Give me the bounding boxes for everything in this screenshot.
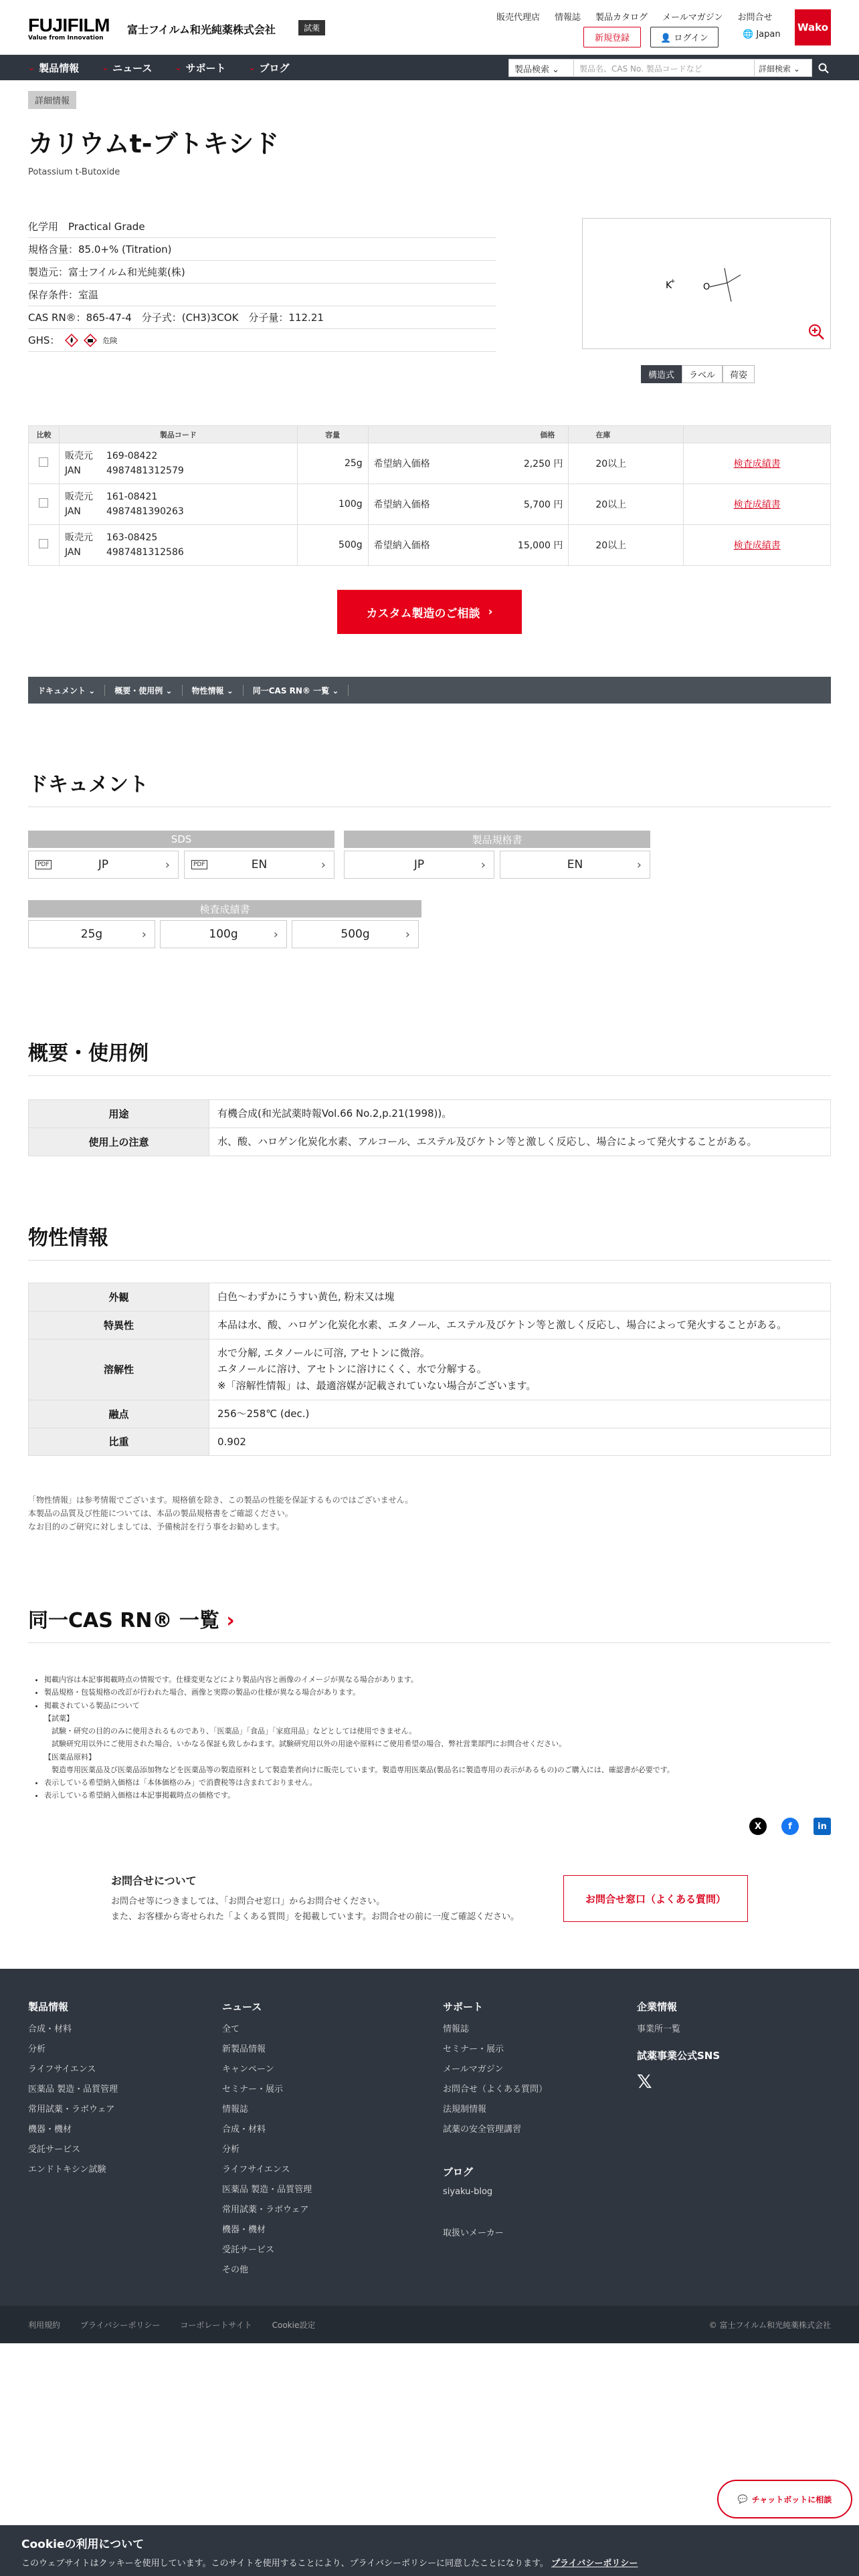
footer-heading[interactable]: ニュース — [222, 2001, 262, 2013]
notes-list — [39, 1673, 808, 1802]
company-badge: 試薬 — [298, 20, 325, 35]
footer-link[interactable]: エンドトキシン試験 — [28, 2165, 106, 2175]
pdf-icon: PDF — [191, 860, 207, 869]
footer-link[interactable]: 受託サービス — [222, 2245, 275, 2255]
th-compare: 比較 — [29, 426, 60, 443]
price-label: 希望納入価格 — [373, 459, 430, 469]
chevron-down-icon: ⌄ — [175, 63, 182, 72]
search-bar — [508, 59, 835, 77]
chatbot-button[interactable] — [717, 2480, 852, 2518]
register-button[interactable]: 新規登録 — [583, 27, 641, 47]
jan-code: 4987481390263 — [106, 506, 184, 517]
cta-label: カスタム製造のご相談 — [366, 607, 480, 621]
list-item: • 表示している希望納入価格は「本体価格のみ」で消費税等は含まれておりません。 — [44, 1776, 808, 1789]
x-share-icon[interactable]: X — [749, 1818, 767, 1835]
image-tabs — [641, 365, 755, 383]
link-distributors[interactable]: 販売代理店 — [496, 13, 541, 23]
sds-jp-label: JP — [98, 858, 109, 871]
price: 2,250 円 — [523, 459, 563, 469]
product-table — [28, 425, 831, 566]
samecas-heading[interactable] — [28, 1604, 235, 1633]
coa-500g-button[interactable] — [292, 920, 419, 948]
anchor-nav — [28, 677, 831, 704]
fujifilm-logo[interactable] — [28, 15, 110, 41]
coa-link[interactable]: 検査成績書 — [733, 500, 781, 510]
compare-checkbox[interactable] — [39, 539, 48, 548]
th-stock: 在庫 — [569, 426, 684, 443]
table-row — [29, 443, 831, 484]
jan-label: JAN — [64, 506, 81, 517]
divider — [28, 1642, 831, 1643]
nav-blog-label: ブログ — [259, 62, 290, 74]
jan-label: JAN — [64, 547, 81, 558]
chevron-right-icon: › — [226, 1609, 235, 1632]
spec-en-button[interactable] — [500, 851, 650, 879]
privacy-policy-link[interactable]: プライバシーポリシー — [551, 2559, 638, 2569]
structure-k-label: K — [666, 280, 672, 291]
footer-link[interactable]: 常用試薬・ラボウェア — [222, 2205, 309, 2215]
divider — [28, 1075, 831, 1076]
chevron-right-icon: › — [320, 857, 326, 872]
footer-link[interactable]: メールマガジン — [443, 2064, 504, 2074]
sds-en-label: EN — [251, 858, 268, 871]
chevron-down-icon: ⌄ — [28, 63, 35, 72]
nav-products-label: 製品情報 — [39, 62, 80, 74]
zoom-button[interactable] — [807, 323, 825, 343]
sds-jp-button[interactable] — [28, 851, 179, 879]
spec-manufacturer: 製造元：富士フイルム和光純薬(株) — [28, 261, 496, 284]
search-type-label: 製品検索 — [514, 65, 550, 75]
jan-code: 4987481312579 — [106, 465, 184, 476]
price-label: 希望納入価格 — [373, 500, 430, 510]
compare-checkbox[interactable] — [39, 498, 48, 508]
jan-label: JAN — [64, 465, 81, 476]
th-link — [684, 426, 831, 443]
summary-key: 使用上の注意 — [29, 1128, 209, 1156]
divider — [28, 1260, 831, 1261]
documents-heading: ドキュメント — [28, 773, 149, 796]
coa-link[interactable]: 検査成績書 — [733, 459, 781, 469]
tab-package[interactable]: 荷姿 — [723, 365, 755, 383]
chevron-right-icon: › — [405, 927, 410, 942]
footer-link[interactable]: 事業所一覧 — [637, 2024, 681, 2034]
link-contact[interactable]: お問合せ — [737, 13, 773, 23]
chevron-right-icon: › — [636, 857, 642, 872]
cookie-text: このウェブサイトはクッキーを使用しています。このサイトを使用することにより、プライバシーポリシーに同意したことになります。 — [21, 2559, 549, 2569]
coa-link[interactable]: 検査成績書 — [733, 540, 781, 551]
footer-link[interactable]: 取扱いメーカー — [443, 2228, 504, 2238]
footer-link[interactable]: キャンペーン — [222, 2064, 274, 2074]
summary-value: 水、酸、ハロゲン化炭化水素、アルコール、エステル及びケトン等と激しく反応し、場合によって発火することがある。 — [209, 1128, 831, 1156]
ghs-corrosion-icon — [84, 334, 97, 347]
nav-blog[interactable] — [248, 61, 289, 75]
maker-label: 販売元 — [64, 450, 93, 461]
link-magazine[interactable]: 情報誌 — [555, 13, 581, 23]
summary-value: 有機合成(和光試薬時報Vol.66 No.2,p.21(1998))。 — [209, 1100, 831, 1128]
footer-link[interactable]: 分析 — [28, 2044, 46, 2054]
chatbot-label: チャットボットに相談 — [751, 2494, 832, 2504]
ghs-flame-icon — [65, 334, 78, 347]
search-type-select[interactable]: 製品検索 ⌄ — [508, 59, 574, 77]
language-selector[interactable] — [743, 29, 781, 39]
structure-image — [582, 218, 831, 349]
th-price: 価格 — [368, 426, 569, 443]
footer-link[interactable]: ライフサイエンス — [222, 2165, 290, 2175]
top-links — [496, 10, 772, 23]
chevron-right-icon: › — [488, 605, 493, 619]
footer-link[interactable]: 試薬の安全管理講習 — [443, 2125, 522, 2135]
sds-group — [28, 831, 335, 879]
tab-structure[interactable]: 構造式 — [641, 365, 682, 383]
anchor-samecas[interactable]: 同一CAS RN® 一覧 ⌄ — [244, 685, 349, 696]
size: 25g — [297, 443, 368, 484]
prop-value: 本品は水、酸、ハロゲン化炭化水素、エタノール、エステル及びケトン等と激しく反応し、場合によって発火することがある。 — [209, 1311, 831, 1339]
footer-link[interactable]: 受託サービス — [28, 2145, 81, 2155]
footer-news — [222, 2000, 312, 2282]
footer-support — [443, 2000, 547, 2246]
anchor-properties-label: 物性情報 — [191, 685, 224, 695]
coa-25g-label: 25g — [80, 928, 103, 941]
product-code: 163-08425 — [106, 532, 158, 543]
globe-icon: 🌐 — [743, 29, 754, 39]
footer-sns-heading: 試薬事業公式SNS — [637, 2050, 721, 2062]
ghs-signal-word: 危険 — [102, 336, 118, 345]
nav-products[interactable] — [28, 61, 79, 75]
nav-news-label: ニュース — [112, 62, 153, 74]
spec-cas: CAS RN®：865-47-4 分子式：(CH3)3COK 分子量：112.21 — [28, 306, 496, 329]
login-label: ログイン — [674, 33, 708, 43]
x-icon[interactable]: 𝕏 — [637, 2070, 652, 2092]
sds-head: SDS — [28, 831, 335, 848]
corporate-link[interactable]: コーポレートサイト — [180, 2320, 252, 2330]
product-code: 161-08421 — [106, 491, 158, 502]
coa-25g-button[interactable] — [28, 920, 155, 948]
footer-link[interactable]: 新製品情報 — [222, 2044, 266, 2054]
th-size: 容量 — [297, 426, 368, 443]
stock: 20以上 — [569, 525, 684, 566]
inquiry-section — [111, 1872, 566, 1925]
footer-link[interactable]: お問合せ（よくある質問） — [443, 2084, 548, 2095]
pdf-icon: PDF — [35, 860, 52, 869]
cookie-banner — [0, 2525, 859, 2576]
footer-link[interactable]: その他 — [222, 2265, 249, 2275]
structure-formula — [583, 219, 832, 350]
inquiry-button[interactable]: お問合せ窓口（よくある質問） — [563, 1875, 748, 1922]
company-name[interactable]: 富士フイルム和光純薬株式会社 — [127, 23, 276, 36]
prop-key: 融点 — [29, 1400, 209, 1428]
size: 500g — [297, 525, 368, 566]
price: 5,700 円 — [523, 500, 563, 510]
spec-grade: 化学用 Practical Grade — [28, 215, 496, 238]
maker-label: 販売元 — [64, 491, 93, 502]
footer-link[interactable]: 情報誌 — [222, 2105, 249, 2115]
detail-badge: 詳細情報 — [28, 91, 76, 109]
summary-heading: 概要・使用例 — [28, 1042, 149, 1065]
cookie-title: Cookieの利用について — [21, 2538, 145, 2551]
summary-key: 用途 — [29, 1100, 209, 1128]
footer-link[interactable]: siyaku-blog — [443, 2187, 493, 2197]
coa-group — [28, 900, 421, 948]
cookie-settings-link[interactable]: Cookie設定 — [272, 2320, 316, 2330]
spec-ghs — [28, 329, 496, 352]
list-item: • 掲載されている製品について 【試薬】 試験・研究の目的のみに使用されるものであり、「医薬品」「食品」「家庭用品」などとしては使用できません。 試験研究用以外にご使用された場合、いかなる保証も致しかねます。試験研究用以外の用途や原料にご使用希望の場合、弊社営業部門にお問合せください。 【医薬品原料】 製造専用医薬品及び医薬品添加物などを医薬品等の製造原料として製造業者向けに販売しています。製造専用医薬品(製品名に製造専用の表示があるもの)のご購入には、確認書が必要です。 — [44, 1699, 808, 1777]
stock: 20以上 — [569, 484, 684, 525]
size: 100g — [297, 484, 368, 525]
wako-logo[interactable]: Wako — [795, 9, 831, 45]
list-item: • 掲載内容は本記事掲載時点の情報です。仕様変更などにより製品内容と画像のイメージが異なる場合があります。 — [44, 1673, 808, 1686]
anchor-properties[interactable]: 物性情報 ⌄ — [183, 685, 244, 696]
footer-link[interactable]: 合成・材料 — [28, 2024, 72, 2034]
search-icon — [818, 63, 829, 74]
footer-heading[interactable]: ブログ — [443, 2166, 474, 2178]
spec-assay: 規格含量：85.0+% (Titration) — [28, 238, 496, 261]
footer-link[interactable]: 全て — [222, 2024, 240, 2034]
advanced-search-label: 詳細検索 — [759, 64, 791, 74]
spec-jp-button[interactable] — [344, 851, 494, 879]
list-item: • 表示している希望納入価格は本記事掲載時点の価格です。 — [44, 1789, 808, 1802]
search-button[interactable] — [812, 59, 835, 77]
nav-support[interactable] — [175, 61, 225, 75]
linkedin-share-icon[interactable]: in — [814, 1818, 831, 1835]
inquiry-title: お問合せについて — [111, 1874, 197, 1887]
custom-manufacturing-button[interactable] — [337, 590, 522, 634]
footer-link[interactable]: 医薬品 製造・品質管理 — [28, 2084, 118, 2095]
inquiry-line2: また、お客様から寄せられた「よくある質問」を掲載しています。お問合せの前に一度ご確認ください。 — [111, 1911, 519, 1922]
advanced-search-select[interactable]: 詳細検索 ⌄ — [755, 59, 812, 77]
spec-sheet-group — [344, 831, 650, 879]
spec-en-label: EN — [567, 858, 583, 871]
coa-500g-label: 500g — [341, 928, 370, 941]
terms-link[interactable]: 利用規約 — [28, 2320, 61, 2330]
ghs-label: GHS： — [28, 334, 60, 346]
properties-note: 「物性情報」は参考情報でございます。規格値を除き、この製品の性能を保証するものではございません。 本製品の品質及び性能については、本品の製品規格書をご確認ください。 なお目的のご研究に対しましては、予備検討を行う事をお勧めします。 — [28, 1495, 413, 1531]
jan-code: 4987481312586 — [106, 547, 184, 558]
language-label: Japan — [756, 29, 781, 39]
coa-head: 検査成績書 — [28, 900, 421, 918]
properties-table — [28, 1283, 831, 1456]
product-code: 169-08422 — [106, 450, 158, 461]
spec-jp-label: JP — [413, 858, 425, 871]
price-label: 希望納入価格 — [373, 540, 430, 551]
inquiry-line1: お問合せ等につきましては、「お問合せ窓口」からお問合せください。 — [111, 1897, 385, 1907]
footer-bottom — [0, 2306, 859, 2343]
samecas-label: 同一CAS RN® 一覧 — [28, 1609, 219, 1632]
prop-value: 水で分解, エタノールに可溶, アセトンに微溶。 エタノールに溶け、アセトンに溶けにくく、水で分解する。 ※「溶解性情報」は、最適溶媒が記載されていない場合がございます。 — [209, 1339, 831, 1400]
list-item: • 製品規格・包装規格の改訂が行われた場合、画像と実際の製品の仕様が異なる場合があります。 — [44, 1686, 808, 1699]
footer-corp — [637, 2000, 720, 2092]
nav-news[interactable] — [102, 61, 152, 75]
table-row — [29, 484, 831, 525]
anchor-documents-label: ドキュメント — [37, 685, 86, 695]
summary-table — [28, 1099, 831, 1156]
link-mailmagazine[interactable]: メールマガジン — [662, 13, 723, 23]
anchor-summary-label: 概要・使用例 — [114, 685, 163, 695]
footer-products — [28, 2000, 118, 2182]
search-input[interactable]: 製品名、CAS No. 製品コードなど — [574, 59, 755, 77]
footer-link[interactable]: セミナー・展示 — [222, 2084, 284, 2095]
footer-link[interactable]: 分析 — [222, 2145, 240, 2155]
chevron-right-icon: › — [480, 857, 486, 872]
prop-value: 0.902 — [209, 1428, 831, 1456]
copyright: © 富士フイルム和光純薬株式会社 — [708, 2320, 831, 2330]
footer-link[interactable]: 法規制情報 — [443, 2105, 487, 2115]
prop-value: 256～258℃ (dec.) — [209, 1400, 831, 1428]
share-buttons — [749, 1818, 831, 1835]
product-title: カリウムt-ブトキシド — [28, 129, 280, 158]
nav-support-label: サポート — [185, 62, 226, 74]
prop-key: 溶解性 — [29, 1339, 209, 1400]
privacy-link[interactable]: プライバシーポリシー — [80, 2320, 161, 2330]
user-icon: 👤 — [660, 33, 672, 43]
chevron-right-icon: › — [141, 927, 147, 942]
footer-link[interactable]: 情報誌 — [443, 2024, 470, 2034]
logo-tagline: Value from Innovation — [28, 35, 104, 41]
footer-link[interactable]: 機器・機材 — [28, 2125, 72, 2135]
product-subtitle: Potassium t-Butoxide — [28, 167, 120, 177]
main-nav — [0, 55, 859, 80]
footer-heading[interactable]: サポート — [443, 2001, 484, 2013]
logo-text: FUJIFILM — [28, 15, 110, 35]
site-footer — [0, 1969, 859, 2306]
sds-en-button[interactable] — [184, 851, 335, 879]
link-catalog[interactable]: 製品カタログ — [595, 13, 648, 23]
structure-charge-plus: + — [670, 278, 676, 285]
chevron-down-icon: ⌄ — [248, 63, 256, 72]
chevron-right-icon: › — [165, 857, 170, 872]
chevron-right-icon: › — [273, 927, 278, 942]
tab-label[interactable]: ラベル — [682, 365, 723, 383]
anchor-summary[interactable]: 概要・使用例 ⌄ — [105, 685, 182, 696]
anchor-samecas-label: 同一CAS RN® 一覧 — [252, 685, 330, 695]
footer-link[interactable]: セミナー・展示 — [443, 2044, 504, 2054]
prop-value: 白色～わずかにうすい黄色, 粉末又は塊 — [209, 1283, 831, 1311]
prop-key: 外観 — [29, 1283, 209, 1311]
footer-link[interactable]: 機器・機材 — [222, 2225, 266, 2235]
facebook-share-icon[interactable]: f — [781, 1818, 799, 1835]
prop-key: 比重 — [29, 1428, 209, 1456]
prop-key: 特異性 — [29, 1311, 209, 1339]
table-row — [29, 525, 831, 566]
coa-100g-button[interactable] — [160, 920, 287, 948]
product-specs — [28, 215, 496, 352]
footer-heading[interactable]: 製品情報 — [28, 2001, 69, 2013]
spec-storage: 保存条件：室温 — [28, 284, 496, 306]
stock: 20以上 — [569, 443, 684, 484]
properties-heading: 物性情報 — [28, 1226, 108, 1250]
price: 15,000 円 — [517, 540, 563, 551]
maker-label: 販売元 — [64, 532, 93, 543]
login-button[interactable] — [650, 27, 719, 47]
footer-link[interactable]: 常用試薬・ラボウェア — [28, 2105, 115, 2115]
structure-o-label: O — [703, 282, 710, 292]
anchor-documents[interactable]: ドキュメント ⌄ — [28, 685, 105, 696]
chat-icon: 💬 — [737, 2494, 748, 2504]
footer-heading[interactable]: 企業情報 — [637, 2001, 678, 2013]
th-code: 製品コード — [59, 426, 297, 443]
site-header — [0, 0, 859, 55]
chevron-down-icon: ⌄ — [102, 63, 109, 72]
compare-checkbox[interactable] — [39, 457, 48, 467]
footer-link[interactable]: 医薬品 製造・品質管理 — [222, 2185, 312, 2195]
spec-sheet-head: 製品規格書 — [344, 831, 650, 848]
coa-100g-label: 100g — [209, 928, 238, 941]
footer-link[interactable]: ライフサイエンス — [28, 2064, 96, 2074]
footer-link[interactable]: 合成・材料 — [222, 2125, 266, 2135]
zoom-in-icon — [807, 323, 825, 340]
